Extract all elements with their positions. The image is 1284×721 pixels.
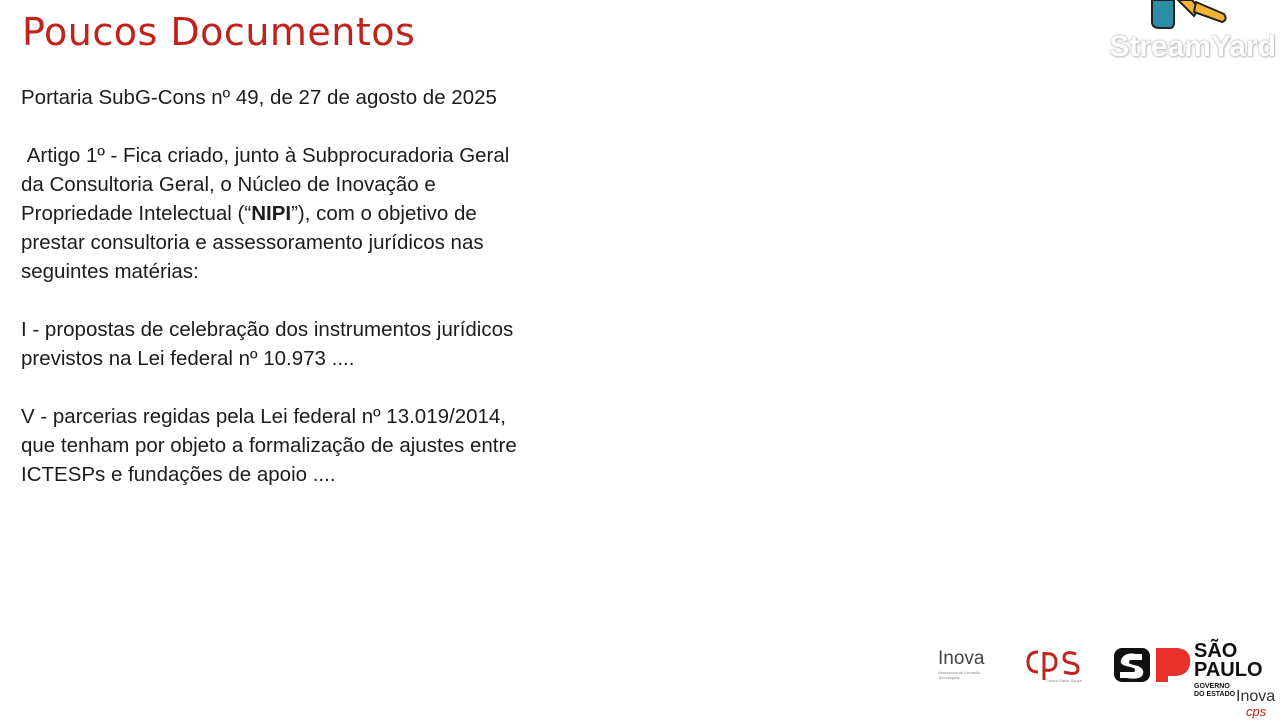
sp-word-estado: DO ESTADO — [1194, 691, 1236, 698]
slide-body — [21, 83, 521, 518]
sao-paulo-shape-icon — [1112, 644, 1192, 684]
article-text-start: Artigo 1º - Fica criado, junto à Subprocuradoria Geral da Consultoria Geral, o Núcleo de Inovação e Propriedade Intelectual (“ — [21, 144, 516, 225]
streamyard-watermark: StreamYard — [1109, 30, 1276, 63]
corner-inova-logo: Inova — [1236, 688, 1276, 705]
sp-word-governo: GOVERNO — [1194, 683, 1230, 690]
cps-logo — [1024, 644, 1084, 689]
article-acronym: NIPI — [251, 202, 292, 225]
item-v-paragraph: V - parcerias regidas pela Lei federal nº 13.019/2014, que tenham por objeto a formalização de ajustes entre ICTESPs e fundações de apoio .... — [21, 405, 523, 486]
sao-paulo-emblem — [1112, 644, 1192, 689]
slide-title: Poucos Documentos — [22, 10, 416, 54]
article-paragraph — [21, 141, 521, 286]
inova-logo-subtitle: Assessoria de Inovação Tecnológica — [938, 670, 981, 680]
inova-logo — [938, 648, 998, 680]
article-text-end: ”), com o objetivo de prestar consultoria e assessoramento jurídicos nas seguintes matérias: — [21, 202, 490, 283]
streamyard-mascot-icon — [1144, 0, 1234, 30]
portaria-reference: Portaria SubG-Cons nº 49, de 27 de agosto de 2025 — [21, 86, 497, 109]
item-i-paragraph: I - propostas de celebração dos instrumentos jurídicos previstos na Lei federal nº 10.973 .... — [21, 318, 519, 370]
sp-word-sao: SÃO — [1194, 640, 1238, 662]
sp-word-paulo: PAULO — [1194, 659, 1263, 681]
cps-logo-subtitle: Centro Paula Souza — [1046, 678, 1082, 683]
corner-cps-logo: cps — [1246, 704, 1267, 719]
inova-logo-text: Inova — [938, 648, 985, 669]
